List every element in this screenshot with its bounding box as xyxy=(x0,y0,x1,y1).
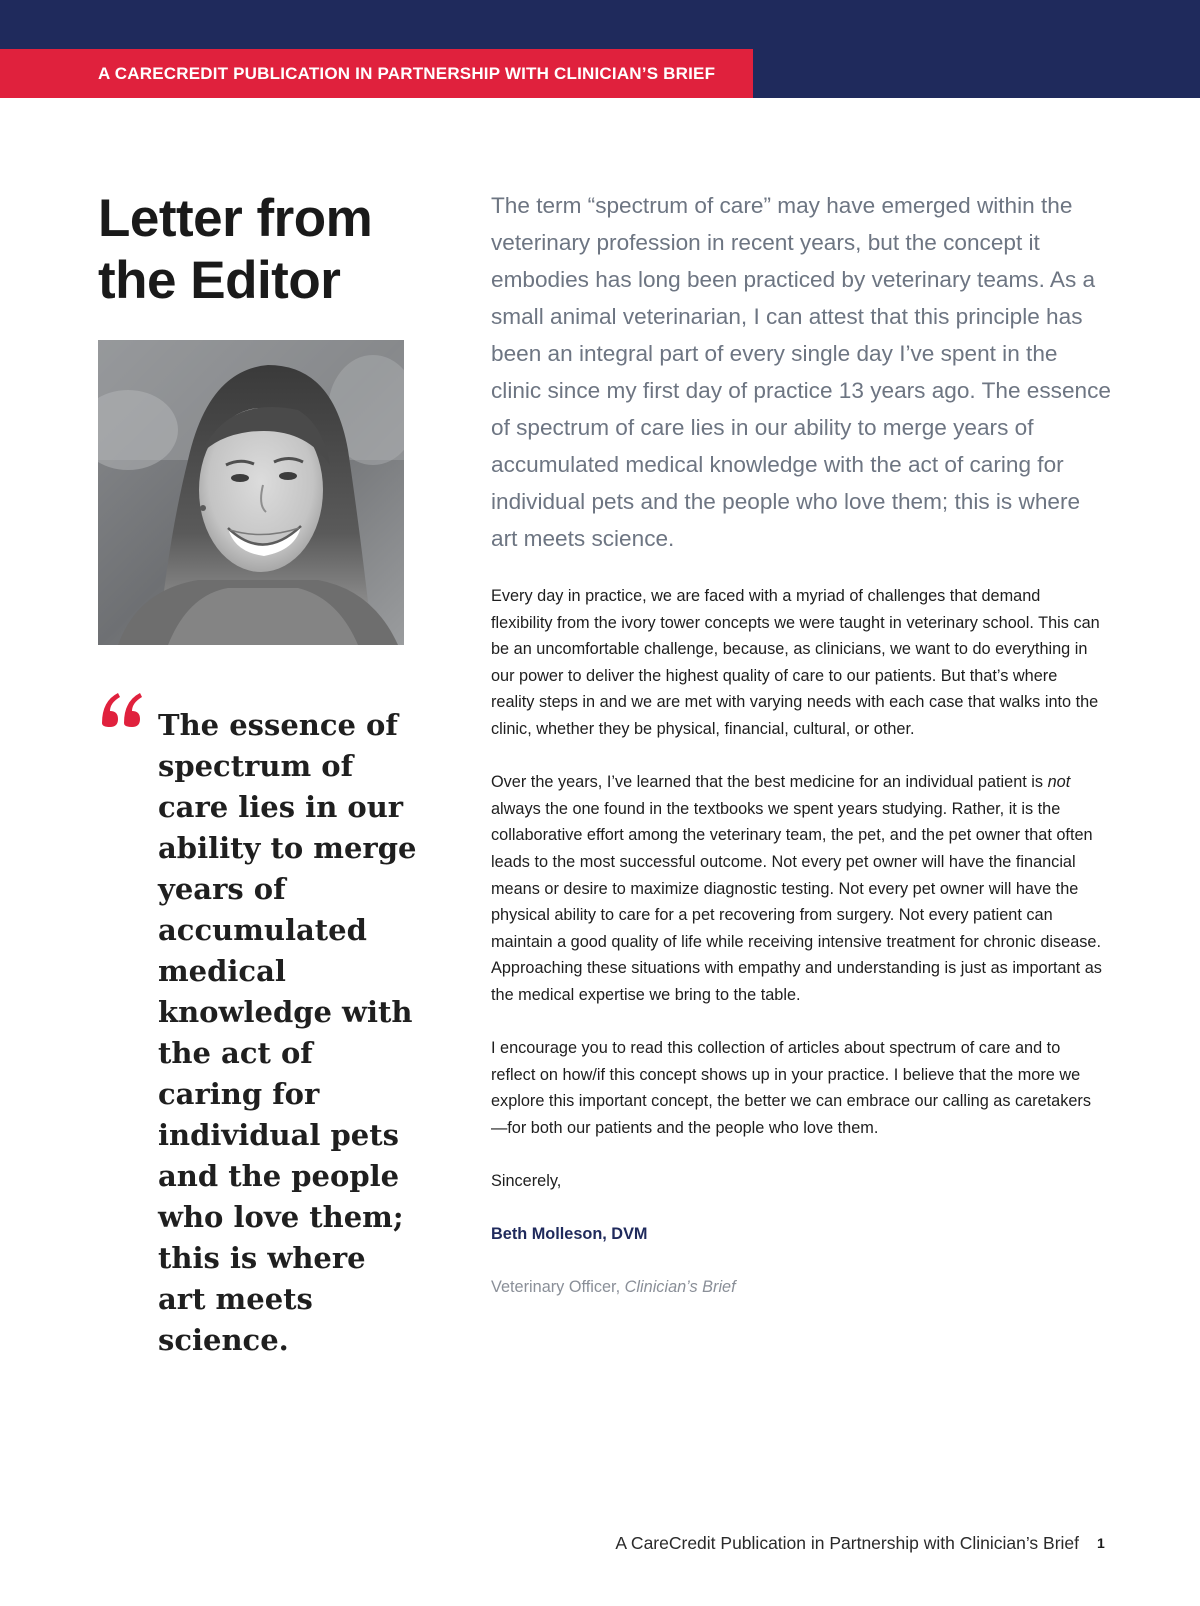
signature-name: Beth Molleson, DVM xyxy=(491,1225,648,1244)
publication-banner xyxy=(0,49,753,98)
letter-body xyxy=(491,583,1103,1328)
page-title xyxy=(98,188,438,312)
editor-portrait xyxy=(98,340,404,645)
quote-mark-icon xyxy=(98,683,146,743)
closing-line: Sincerely, xyxy=(491,1172,562,1191)
title-line-2: the Editor xyxy=(98,251,341,310)
publication-banner-text: A CARECREDIT PUBLICATION IN PARTNERSHIP WITH CLINICIAN’S BRIEF xyxy=(98,64,716,83)
editor-portrait-photo xyxy=(98,340,404,645)
lead-paragraph: The term “spectrum of care” may have emerged within the veterinary profession in recent years, but the concept it embodies has long been practiced by veterinary teams. As a small animal veterinarian, I can attest that this principle has been an integral part of every single day I’ve spent in the clinic since my first day of practice 13 years ago. The essence of spectrum of care lies in our ability to merge years of accumulated medical knowledge with the act of caring for individual pets and the people who love them; this is where art meets science. xyxy=(491,193,1111,551)
signature-role-title: Veterinary Officer, xyxy=(491,1278,625,1297)
title-line-1: Letter from xyxy=(98,189,373,248)
pull-quote: The essence of spectrum of care lies in our ability to merge years of accumulated medical knowledge with the act of caring for individual pets and the people who love them; this is where art meets science. xyxy=(158,708,417,1357)
body-paragraph-2-emphasis: not xyxy=(1047,773,1071,792)
body-paragraph-2-start: Over the years, I’ve learned that the best medicine for an individual patient is xyxy=(491,773,1048,792)
body-paragraph-2 xyxy=(491,769,1103,1008)
signature-role xyxy=(491,1274,1103,1301)
page-number: 1 xyxy=(1097,1535,1105,1551)
signature-role-publication: Clinician’s Brief xyxy=(624,1278,736,1297)
body-paragraph-3: I encourage you to read this collection of articles about spectrum of care and to reflect on how/if this concept shows up in your practice. I believe that the more we explore this important concept, the better we can embrace our calling as caretakers—for both our patients and the people who love them. xyxy=(491,1039,1091,1137)
footer-publication-line: A CareCredit Publication in Partnership with Clinician’s Brief xyxy=(615,1533,1079,1553)
body-paragraph-2-end: always the one found in the textbooks we spent years studying. Rather, it is the collaborative effort among the veterinary team, the pet, and the pet owner that often leads to the most successful outcome. Not every pet owner will have the financial means or desire to maximize diagnostic testing. Not every pet owner will have the physical ability to care for a pet recovering from surgery. Not every patient can maintain a good quality of life while receiving intensive treatment for chronic disease. Approaching these situations with empathy and understanding is just as important as the medical expertise we bring to the table. xyxy=(491,799,1102,1004)
body-paragraph-1: Every day in practice, we are faced with a myriad of challenges that demand flexibility from the ivory tower concepts we were taught in veterinary school. This can be an uncomfortable challenge, because, as clinicians, we want to do everything in our power to deliver the highest quality of care to our patients. But that’s where reality steps in and we are met with varying needs with each case that walks into the clinic, whether they be physical, financial, cultural, or other. xyxy=(491,587,1100,738)
